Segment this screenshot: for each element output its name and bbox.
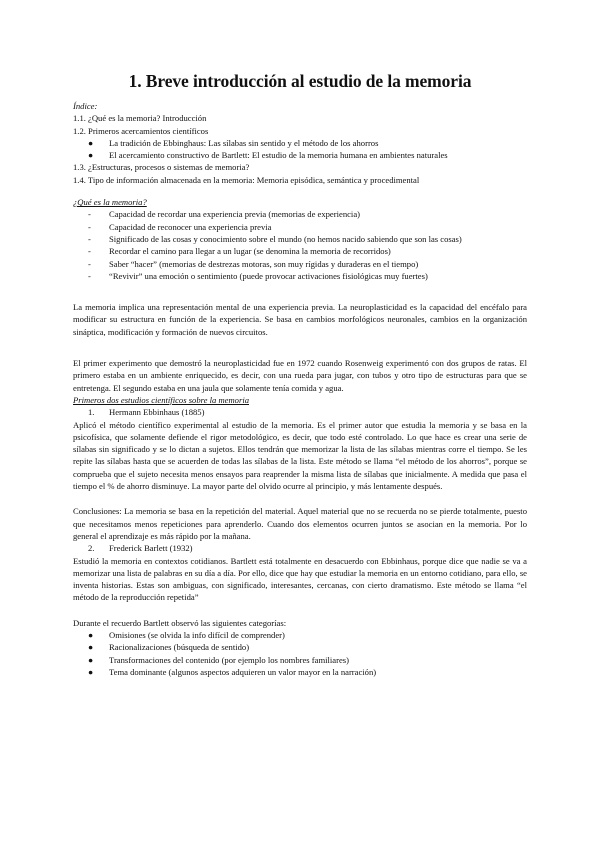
categories-list (73, 629, 527, 678)
section-heading: ¿Qué es la memoria? (73, 197, 147, 208)
bullet-icon: ● (88, 666, 94, 677)
list-item: ● Transformaciones del contenido (por ejemplo los nombres familiares) (88, 654, 350, 665)
bullet-icon: ● (88, 642, 94, 653)
dash-icon: - (88, 221, 91, 232)
dash-icon: - (88, 258, 91, 269)
page-title: 1. Breve introducción al estudio de la memoria (128, 71, 472, 91)
index-item: 1.4. Tipo de información almacenada en la memoria: Memoria episódica, semántica y procedimental (73, 174, 420, 185)
conclusions-paragraph: Conclusiones: La memoria se basa en la repetición del material. Aquel material que no se recuerda no se pierde totalmente, puesto que necesitamos menos repeticiones para aprenderlo. Cuando dos elementos ocurren juntos se asocian en la memoria. Por lo general el aprendizaje es más rápido por la mañana. (73, 506, 527, 541)
index-sublist (73, 137, 527, 162)
index-item: 1.2. Primeros acercamientos científicos (73, 125, 209, 136)
bartlett-paragraph: Estudió la memoria en contextos cotidianos. Bartlett está totalmente en desacuerdo con Ebbinhaus, porque dice que nadie se va a memorizar una lista de palabras en su día a día. Por ello, dice que hay que estudiar la memoria en un entorno cotidiano, para ello, se inventa historias. Estas son ambiguas, con significado, interesantes, cercanas, con cierto dramatismo. Este método se llama “el método de la reproducción repetida” (73, 555, 527, 603)
list-item: ● Racionalizaciones (búsqueda de sentido) (88, 642, 250, 653)
memory-definition-list (73, 208, 527, 282)
dash-icon: - (88, 246, 91, 257)
index-subitem: ● La tradición de Ebbinghaus: Las sílabas sin sentido y el método de los ahorros (88, 137, 379, 148)
index-item: 1.3. ¿Estructuras, procesos o sistemas de memoria? (73, 162, 250, 173)
bullet-icon: ● (88, 654, 94, 665)
dash-icon: - (88, 233, 91, 244)
bartlett-heading: 2. Frederick Barlett (1932) (88, 543, 193, 554)
neuroplasticity-paragraph: La memoria implica una representación mental de una experiencia previa. La neuroplasticidad es la capacidad del encéfalo para modificar su estructura en función de la experiencia. Se basa en cambios morfológicos neuronales, cambios en la organización sináptica, modificación y formación de nuevos circuitos. (73, 302, 527, 337)
ebbinghaus-paragraph: Aplicó el método científico experimental al estudio de la memoria. Es el primer autor que estudia la memoria y se basa en la psicofísica, que solamente defiende el rigor metodológico, es decir, que todo esté controlado. Lo que hace es crear una serie de sílabas sin significado y se lo dictan a sujetos. Ellos tendrán que memorizar la lista de las sílabas mientras corre el tiempo. Se les repite las sílabas hasta que se acuerden de todas las sílabas de la lista. Este método se llama “el método de los ahorros”, porque se comprueba que el sujeto necesita menos ensayos para reaprender la misma lista de sílabas que inicialmente. A medida que pasa el tiempo el % de ahorro disminuye. La mayor parte del olvido ocurre al principio, y más lentamente después. (73, 419, 527, 492)
ebbinghaus-heading: 1. Hermann Ebbinhaus (1885) (88, 407, 205, 418)
section-heading: Primeros dos estudios científicos sobre la memoria (73, 394, 249, 405)
bullet-icon: ● (88, 137, 94, 148)
list-item: - Significado de las cosas y conocimiento sobre el mundo (no hemos nacido sabiendo que son las cosas) (88, 233, 462, 244)
bullet-icon: ● (88, 150, 94, 161)
dash-icon: - (88, 270, 91, 281)
list-item: - Capacidad de reconocer una experiencia previa (88, 221, 272, 232)
list-item: ● Tema dominante (algunos aspectos adquieren un valor mayor en la narración) (88, 666, 377, 677)
list-number: 2. (88, 543, 95, 554)
list-item: - Saber “hacer” (memorias de destrezas motoras, son muy rígidas y duraderas en el tiempo) (88, 258, 419, 269)
list-item: - Capacidad de recordar una experiencia previa (memorias de experiencia) (88, 209, 360, 220)
index-item: 1.1. ¿Qué es la memoria? Introducción (73, 113, 207, 124)
categories-intro: Durante el recuerdo Bartlett observó las siguientes categorías: (73, 617, 287, 628)
what-is-memory-section (73, 196, 527, 282)
dash-icon: - (88, 209, 91, 220)
list-item: ● Omisiones (se olvida la info difícil de comprender) (88, 629, 285, 640)
index-heading: Índice: (73, 101, 98, 111)
experiment-paragraph: El primer experimento que demostró la neuroplasticidad fue en 1972 cuando Rosenweig experimentó con dos grupos de ratas. El primero estaba en un ambiente enriquecido, es decir, con una rueda para jugar, con tubos y otro tipo de estructuras para que se entretenga. El segundo estaba en una jaula que solamente tenía comida y agua. (73, 358, 527, 393)
list-item: - Recordar el camino para llegar a un lugar (se denomina la memoria de recorridos) (88, 246, 391, 257)
bullet-icon: ● (88, 629, 94, 640)
list-number: 1. (88, 407, 95, 418)
index-subitem: ● El acercamiento constructivo de Bartlett: El estudio de la memoria humana en ambientes naturales (88, 150, 448, 161)
index-section (73, 100, 527, 186)
document-page (73, 70, 527, 678)
list-item: - “Revivir” una emoción o sentimiento (puede provocar activaciones fisiológicas muy fuertes) (88, 270, 428, 281)
